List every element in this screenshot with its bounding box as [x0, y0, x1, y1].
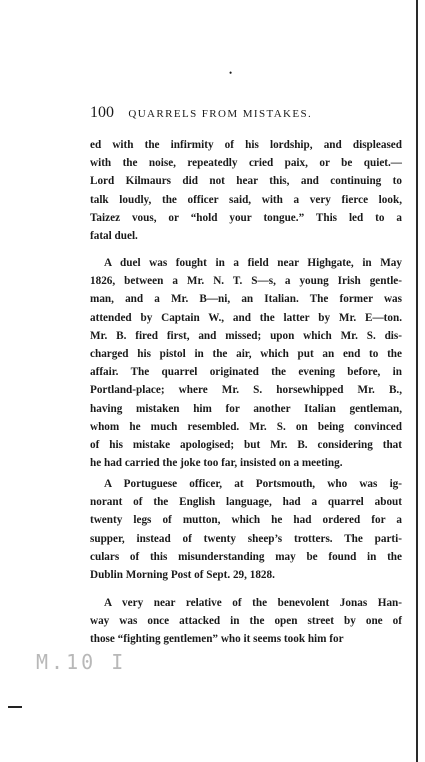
paragraph: [90, 136, 402, 245]
page-number: 100: [90, 104, 114, 121]
text-line: affair. The quarrel originated the evening before, in: [90, 366, 402, 379]
text-line: A very near relative of the benevolent Jonas Han-: [104, 597, 402, 609]
text-line: 1826, between a Mr. N. T. S—s, a young Irish gentle-: [90, 275, 402, 288]
text-line: Dublin Morning Post of Sept. 29, 1828.: [90, 568, 275, 581]
paragraph: [90, 254, 402, 472]
text-line: with the noise, repeatedly cried paix, or be quiet.—: [90, 157, 402, 170]
text-line: twenty legs of mutton, which he had ordered for a: [90, 514, 402, 527]
library-stamp: M.10 I: [36, 650, 127, 674]
text-line: ed with the infirmity of his lordship, and displeased: [90, 139, 402, 151]
text-line: he had carried the joke too far, insisted on a meeting.: [90, 457, 343, 470]
paragraph: [90, 475, 402, 584]
text-line: Portland-place; where Mr. S. horsewhipped Mr. B.,: [90, 384, 402, 397]
text-line: A duel was fought in a field near Highgate, in May: [104, 257, 402, 269]
text-line: attended by Captain W., and the latter by Mr. E—ton.: [90, 311, 402, 324]
text-line: whom he much resembled. Mr. S. on being convinced: [90, 420, 402, 433]
text-line: Lord Kilmaurs did not hear this, and continuing to: [90, 175, 402, 188]
running-title: QUARRELS FROM MISTAKES.: [128, 108, 313, 120]
text-line: supper, instead of twenty sheep’s trotters. The parti-: [90, 532, 402, 545]
page-edge-rule: [416, 0, 418, 762]
text-line: fatal duel.: [90, 229, 138, 242]
text-line: norant of the English language, had a quarrel about: [90, 496, 402, 509]
text-line: Taizez vous, or “hold your tongue.” This led to a: [90, 211, 402, 224]
text-line: charged his pistol in the air, which put an end to the: [90, 347, 402, 360]
text-line: way was once attacked in the open street by one of: [90, 615, 402, 628]
text-line: having mistaken him for another Italian gentleman,: [90, 402, 402, 415]
text-line: those “fighting gentlemen” who it seems took him for: [90, 633, 344, 646]
ink-dot: •: [229, 68, 233, 78]
text-line: of his mistake apologised; but Mr. B. considering that: [90, 438, 402, 451]
running-header: [90, 104, 410, 124]
margin-mark: [8, 706, 22, 708]
text-line: culars of this misunderstanding may be found in the: [90, 550, 402, 563]
paragraph: [90, 594, 402, 649]
text-line: talk loudly, the officer said, with a very fierce look,: [90, 193, 402, 206]
text-line: A Portuguese officer, at Portsmouth, who was ig-: [104, 478, 402, 490]
text-line: man, and a Mr. B—ni, an Italian. The former was: [90, 293, 402, 306]
text-line: Mr. B. fired first, and missed; upon which Mr. S. dis-: [90, 329, 402, 342]
